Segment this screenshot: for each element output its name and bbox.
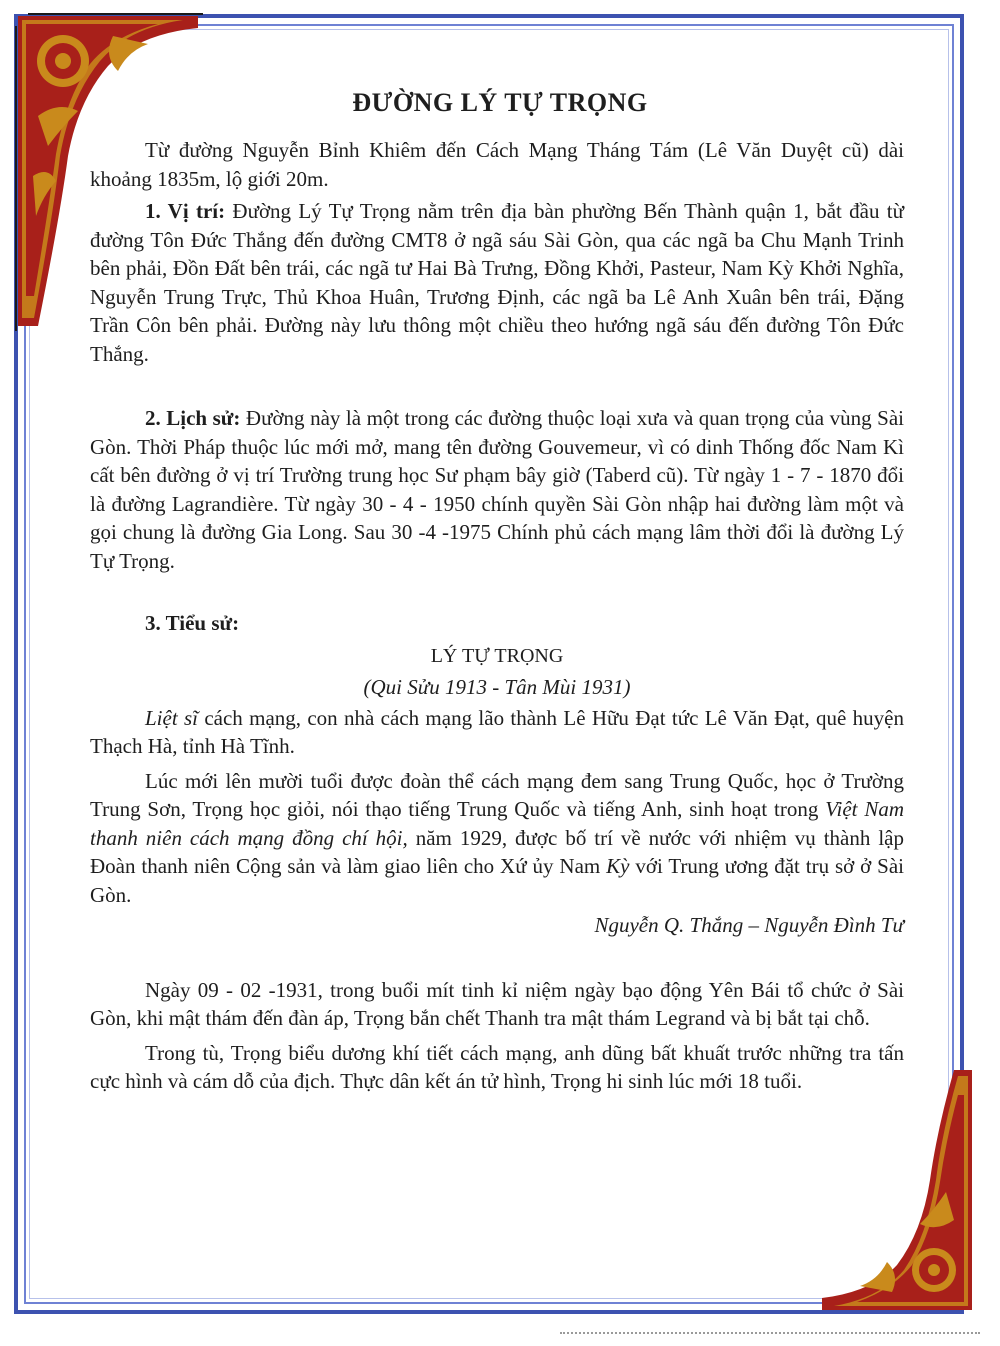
biography-p2-b: năm 1929, được bố trí về nước với nhiệm vụ thành lập Đoàn thanh niên Cộng sản và làm giao liên cho Xứ ủy Nam [90,825,904,878]
biography-paragraph-1 [90,704,904,761]
page-title: ĐƯỜNG LÝ TỰ TRỌNG [352,88,648,117]
biography-years: (Qui Sửu 1913 - Tân Mùi 1931) [363,675,631,699]
section-location-text: Đường Lý Tự Trọng nằm trên địa bàn phường Bến Thành quận 1, bắt đầu từ đường Tôn Đức Thắng đến đường CMT8 ở ngã sáu Sài Gòn, qua các ngã ba Chu Mạnh Trinh bên phải, Đồn Đất bên trái, các ngã tư Hai Bà Trưng, Đồng Khởi, Pasteur, Nam Kỳ Khởi Nghĩa, Nguyễn Trung Trực, Thủ Khoa Huân, Trương Định, các ngã ba Lê Anh Xuân bên trái, Đặng Trần Côn bên phải. Đường này lưu thông một chiều theo hướng ngã sáu đến đường Tôn Đức Thắng. [90,199,904,366]
section-location [90,197,904,368]
corner-ornament-bottom-right [812,1060,982,1320]
biography-p1-italic: Liệt sĩ [145,705,199,730]
biography-authors: Nguyễn Q. Thắng – Nguyễn Đình Tư [594,913,904,937]
section-history [90,404,904,575]
biography-paragraph-3: Ngày 09 - 02 -1931, trong buổi mít tinh kỉ niệm ngày bạo động Yên Bái tổ chức ở Sài Gòn, khi mật thám đến đàn áp, Trọng bắn chết Thanh tra mật thám Legrand và bị bắt tại chỗ. [90,977,904,1030]
biography-paragraph-4: Trong tù, Trọng biểu dương khí tiết cách mạng, anh dũng bất khuất trước những tra tấn cực hình và cám dỗ của địch. Thực dân kết án tử hình, Trọng hi sinh lúc mới 18 tuổi. [90,1040,904,1093]
biography-p2-ky: Kỳ [606,854,630,878]
intro-paragraph: Từ đường Nguyễn Bỉnh Khiêm đến Cách Mạng Tháng Tám (Lê Văn Duyệt cũ) dài khoảng 1835m, lộ giới 20m. [90,138,904,191]
biography-name: LÝ TỰ TRỌNG [430,644,564,667]
document-body [90,136,904,1096]
biography-p2-org: Việt Nam thanh niên cách mạng đồng chí hội, [90,797,904,850]
biography-paragraph-2 [90,767,904,910]
section-history-text: Đường này là một trong các đường thuộc loại xưa và quan trọng của vùng Sài Gòn. Thời Pháp thuộc lúc mới mở, mang tên đường Gouvemeur, vì có dinh Thống đốc Nam Kì cất bên đường ở vị trí Trường trung học Sư phạm bây giờ (Taberd cũ). Từ ngày 1 - 7 - 1870 đổi là đường Lagrandière. Từ ngày 30 - 4 - 1950 chính quyền Sài Gòn nhập hai đường làm một và gọi chung là đường Gia Long. Sau 30 -4 -1975 Chính phủ cách mạng lâm thời đổi là đường Lý Tự Trọng. [90,406,904,573]
footer-dotted-line [560,1332,980,1336]
section-history-label: 2. Lịch sử: [145,406,241,430]
section-biography-heading: 3. Tiểu sử: [145,611,240,635]
biography-p1-text: cách mạng, con nhà cách mạng lão thành Lê Hữu Đạt tức Lê Văn Đạt, quê huyện Thạch Hà, tỉnh Hà Tĩnh. [90,705,904,758]
section-location-label: 1. Vị trí: [145,199,226,223]
biography-p2-c: với Trung ương đặt trụ sở ở Sài Gòn. [90,854,904,907]
biography-p2-a: Lúc mới lên mười tuổi được đoàn thể cách mạng đem sang Trung Quốc, học ở Trường Trung Sơn, Trọng học giỏi, nói thạo tiếng Trung Quốc và tiếng Anh, sinh hoạt trong [90,768,904,821]
